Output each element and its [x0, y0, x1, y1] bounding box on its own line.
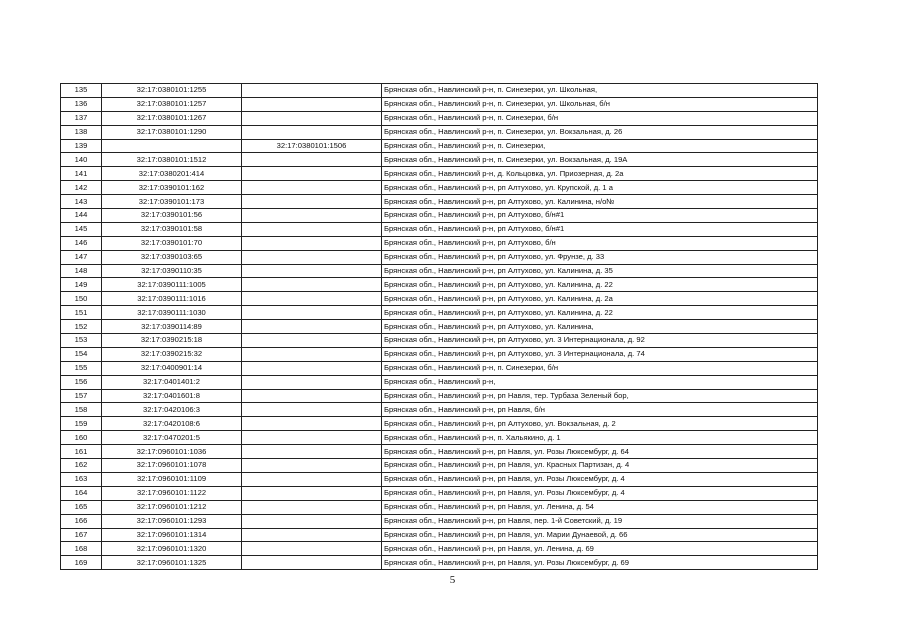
previous-number-cell [242, 431, 382, 445]
table-row [61, 361, 818, 375]
cadastral-number-cell: 32:17:0390101:70 [102, 236, 242, 250]
table-row [61, 459, 818, 473]
row-number-cell: 144 [61, 209, 102, 223]
cadastral-number-cell: 32:17:0390111:1005 [102, 278, 242, 292]
address-cell: Брянская обл., Навлинский р-н, п. Хальякино, д. 1 [382, 431, 818, 445]
previous-number-cell [242, 209, 382, 223]
cadastral-number-cell: 32:17:0390215:18 [102, 334, 242, 348]
registry-table-body [61, 84, 818, 570]
address-cell: Брянская обл., Навлинский р-н, п. Синезерки, б/н [382, 361, 818, 375]
previous-number-cell [242, 528, 382, 542]
table-row [61, 209, 818, 223]
previous-number-cell [242, 403, 382, 417]
address-cell: Брянская обл., Навлинский р-н, рп Навля, ул. Розы Люксембург, д. 4 [382, 472, 818, 486]
registry-table [60, 83, 818, 570]
previous-number-cell [242, 347, 382, 361]
table-row [61, 306, 818, 320]
cadastral-number-cell: 32:17:0420106:3 [102, 403, 242, 417]
previous-number-cell [242, 417, 382, 431]
table-row [61, 375, 818, 389]
row-number-cell: 151 [61, 306, 102, 320]
cadastral-number-cell: 32:17:0420108:6 [102, 417, 242, 431]
address-cell: Брянская обл., Навлинский р-н, рп Алтухово, ул. 3 Интернационала, д. 74 [382, 347, 818, 361]
previous-number-cell [242, 111, 382, 125]
row-number-cell: 168 [61, 542, 102, 556]
table-row [61, 486, 818, 500]
row-number-cell: 146 [61, 236, 102, 250]
row-number-cell: 136 [61, 97, 102, 111]
address-cell: Брянская обл., Навлинский р-н, рп Алтухово, ул. Калинина, н/о№ [382, 195, 818, 209]
previous-number-cell: 32:17:0380101:1506 [242, 139, 382, 153]
previous-number-cell [242, 556, 382, 570]
previous-number-cell [242, 486, 382, 500]
table-row [61, 84, 818, 98]
address-cell: Брянская обл., Навлинский р-н, п. Синезерки, б/н [382, 111, 818, 125]
table-row [61, 181, 818, 195]
table-row [61, 222, 818, 236]
address-cell: Брянская обл., Навлинский р-н, рп Алтухово, б/н#1 [382, 209, 818, 223]
cadastral-number-cell: 32:17:0380101:1267 [102, 111, 242, 125]
row-number-cell: 135 [61, 84, 102, 98]
table-row [61, 500, 818, 514]
cadastral-number-cell: 32:17:0401401:2 [102, 375, 242, 389]
cadastral-number-cell: 32:17:0390101:162 [102, 181, 242, 195]
row-number-cell: 148 [61, 264, 102, 278]
address-cell: Брянская обл., Навлинский р-н, рп Алтухово, ул. Крупской, д. 1 а [382, 181, 818, 195]
table-row [61, 292, 818, 306]
address-cell: Брянская обл., Навлинский р-н, рп Навля, ул. Марии Дунаевой, д. 66 [382, 528, 818, 542]
table-row [61, 153, 818, 167]
cadastral-number-cell: 32:17:0401601:8 [102, 389, 242, 403]
cadastral-number-cell: 32:17:0380201:414 [102, 167, 242, 181]
cadastral-number-cell: 32:17:0960101:1325 [102, 556, 242, 570]
cadastral-number-cell [102, 139, 242, 153]
table-row [61, 334, 818, 348]
cadastral-number-cell: 32:17:0390101:56 [102, 209, 242, 223]
previous-number-cell [242, 514, 382, 528]
row-number-cell: 160 [61, 431, 102, 445]
previous-number-cell [242, 222, 382, 236]
address-cell: Брянская обл., Навлинский р-н, д. Кольцовка, ул. Приозерная, д. 2а [382, 167, 818, 181]
row-number-cell: 152 [61, 320, 102, 334]
cadastral-number-cell: 32:17:0380101:1512 [102, 153, 242, 167]
address-cell: Брянская обл., Навлинский р-н, рп Алтухово, ул. Калинина, д. 35 [382, 264, 818, 278]
address-cell: Брянская обл., Навлинский р-н, рп Алтухово, б/н [382, 236, 818, 250]
address-cell: Брянская обл., Навлинский р-н, рп Навля, ул. Розы Люксембург, д. 69 [382, 556, 818, 570]
table-row [61, 389, 818, 403]
row-number-cell: 145 [61, 222, 102, 236]
table-row [61, 195, 818, 209]
row-number-cell: 159 [61, 417, 102, 431]
previous-number-cell [242, 334, 382, 348]
address-cell: Брянская обл., Навлинский р-н, рп Навля, б/н [382, 403, 818, 417]
table-row [61, 111, 818, 125]
address-cell: Брянская обл., Навлинский р-н, рп Навля, ул. Ленина, д. 54 [382, 500, 818, 514]
address-cell: Брянская обл., Навлинский р-н, п. Синезерки, ул. Вокзальная, д. 19А [382, 153, 818, 167]
row-number-cell: 162 [61, 459, 102, 473]
row-number-cell: 147 [61, 250, 102, 264]
table-row [61, 250, 818, 264]
previous-number-cell [242, 445, 382, 459]
previous-number-cell [242, 195, 382, 209]
address-cell: Брянская обл., Навлинский р-н, рп Навля, тер. Турбаза Зеленый бор, [382, 389, 818, 403]
previous-number-cell [242, 500, 382, 514]
cadastral-number-cell: 32:17:0390111:1016 [102, 292, 242, 306]
address-cell: Брянская обл., Навлинский р-н, рп Алтухово, ул. Вокзальная, д. 2 [382, 417, 818, 431]
cadastral-number-cell: 32:17:0390101:58 [102, 222, 242, 236]
previous-number-cell [242, 292, 382, 306]
cadastral-number-cell: 32:17:0390103:65 [102, 250, 242, 264]
table-row [61, 236, 818, 250]
table-row [61, 347, 818, 361]
row-number-cell: 165 [61, 500, 102, 514]
cadastral-number-cell: 32:17:0960101:1078 [102, 459, 242, 473]
table-row [61, 445, 818, 459]
table-row [61, 97, 818, 111]
table-row [61, 278, 818, 292]
row-number-cell: 158 [61, 403, 102, 417]
address-cell: Брянская обл., Навлинский р-н, рп Навля, ул. Ленина, д. 69 [382, 542, 818, 556]
row-number-cell: 166 [61, 514, 102, 528]
cadastral-number-cell: 32:17:0960101:1122 [102, 486, 242, 500]
row-number-cell: 141 [61, 167, 102, 181]
address-cell: Брянская обл., Навлинский р-н, п. Синезерки, [382, 139, 818, 153]
table-row [61, 542, 818, 556]
cadastral-number-cell: 32:17:0960101:1109 [102, 472, 242, 486]
row-number-cell: 149 [61, 278, 102, 292]
previous-number-cell [242, 278, 382, 292]
row-number-cell: 156 [61, 375, 102, 389]
previous-number-cell [242, 389, 382, 403]
cadastral-number-cell: 32:17:0390215:32 [102, 347, 242, 361]
address-cell: Брянская обл., Навлинский р-н, рп Навля, ул. Розы Люксембург, д. 64 [382, 445, 818, 459]
page-number: 5 [449, 574, 456, 586]
address-cell: Брянская обл., Навлинский р-н, рп Навля, ул. Красных Партизан, д. 4 [382, 459, 818, 473]
table-row [61, 139, 818, 153]
address-cell: Брянская обл., Навлинский р-н, рп Алтухово, ул. Калинина, д. 2а [382, 292, 818, 306]
address-cell: Брянская обл., Навлинский р-н, [382, 375, 818, 389]
cadastral-number-cell: 32:17:0380101:1290 [102, 125, 242, 139]
row-number-cell: 150 [61, 292, 102, 306]
previous-number-cell [242, 236, 382, 250]
cadastral-number-cell: 32:17:0400901:14 [102, 361, 242, 375]
address-cell: Брянская обл., Навлинский р-н, рп Алтухово, б/н#1 [382, 222, 818, 236]
cadastral-number-cell: 32:17:0470201:5 [102, 431, 242, 445]
previous-number-cell [242, 306, 382, 320]
row-number-cell: 139 [61, 139, 102, 153]
table-row [61, 264, 818, 278]
table-row [61, 431, 818, 445]
cadastral-number-cell: 32:17:0390101:173 [102, 195, 242, 209]
previous-number-cell [242, 264, 382, 278]
table-row [61, 320, 818, 334]
previous-number-cell [242, 375, 382, 389]
previous-number-cell [242, 167, 382, 181]
address-cell: Брянская обл., Навлинский р-н, рп Алтухово, ул. Калинина, д. 22 [382, 306, 818, 320]
table-row [61, 528, 818, 542]
cadastral-number-cell: 32:17:0380101:1255 [102, 84, 242, 98]
address-cell: Брянская обл., Навлинский р-н, п. Синезерки, ул. Школьная, [382, 84, 818, 98]
row-number-cell: 154 [61, 347, 102, 361]
cadastral-number-cell: 32:17:0960101:1036 [102, 445, 242, 459]
address-cell: Брянская обл., Навлинский р-н, рп Навля, пер. 1-й Советский, д. 19 [382, 514, 818, 528]
table-row [61, 167, 818, 181]
cadastral-number-cell: 32:17:0380101:1257 [102, 97, 242, 111]
row-number-cell: 169 [61, 556, 102, 570]
previous-number-cell [242, 472, 382, 486]
row-number-cell: 140 [61, 153, 102, 167]
table-row [61, 514, 818, 528]
address-cell: Брянская обл., Навлинский р-н, рп Алтухово, ул. Калинина, д. 22 [382, 278, 818, 292]
address-cell: Брянская обл., Навлинский р-н, рп Навля, ул. Розы Люксембург, д. 4 [382, 486, 818, 500]
address-cell: Брянская обл., Навлинский р-н, п. Синезерки, ул. Школьная, б/н [382, 97, 818, 111]
previous-number-cell [242, 459, 382, 473]
table-row [61, 125, 818, 139]
previous-number-cell [242, 84, 382, 98]
previous-number-cell [242, 125, 382, 139]
row-number-cell: 163 [61, 472, 102, 486]
previous-number-cell [242, 320, 382, 334]
row-number-cell: 167 [61, 528, 102, 542]
row-number-cell: 143 [61, 195, 102, 209]
row-number-cell: 157 [61, 389, 102, 403]
row-number-cell: 164 [61, 486, 102, 500]
previous-number-cell [242, 250, 382, 264]
previous-number-cell [242, 361, 382, 375]
address-cell: Брянская обл., Навлинский р-н, п. Синезерки, ул. Вокзальная, д. 26 [382, 125, 818, 139]
table-row [61, 417, 818, 431]
row-number-cell: 142 [61, 181, 102, 195]
row-number-cell: 137 [61, 111, 102, 125]
cadastral-number-cell: 32:17:0390110:35 [102, 264, 242, 278]
row-number-cell: 161 [61, 445, 102, 459]
cadastral-number-cell: 32:17:0390111:1030 [102, 306, 242, 320]
table-row [61, 403, 818, 417]
previous-number-cell [242, 181, 382, 195]
table-row [61, 556, 818, 570]
cadastral-number-cell: 32:17:0960101:1320 [102, 542, 242, 556]
cadastral-number-cell: 32:17:0960101:1293 [102, 514, 242, 528]
previous-number-cell [242, 97, 382, 111]
row-number-cell: 155 [61, 361, 102, 375]
cadastral-number-cell: 32:17:0960101:1314 [102, 528, 242, 542]
cadastral-number-cell: 32:17:0960101:1212 [102, 500, 242, 514]
previous-number-cell [242, 153, 382, 167]
row-number-cell: 138 [61, 125, 102, 139]
address-cell: Брянская обл., Навлинский р-н, рп Алтухово, ул. Калинина, [382, 320, 818, 334]
cadastral-number-cell: 32:17:0390114:89 [102, 320, 242, 334]
address-cell: Брянская обл., Навлинский р-н, рп Алтухово, ул. Фрунзе, д. 33 [382, 250, 818, 264]
table-row [61, 472, 818, 486]
previous-number-cell [242, 542, 382, 556]
row-number-cell: 153 [61, 334, 102, 348]
address-cell: Брянская обл., Навлинский р-н, рп Алтухово, ул. 3 Интернационала, д. 92 [382, 334, 818, 348]
